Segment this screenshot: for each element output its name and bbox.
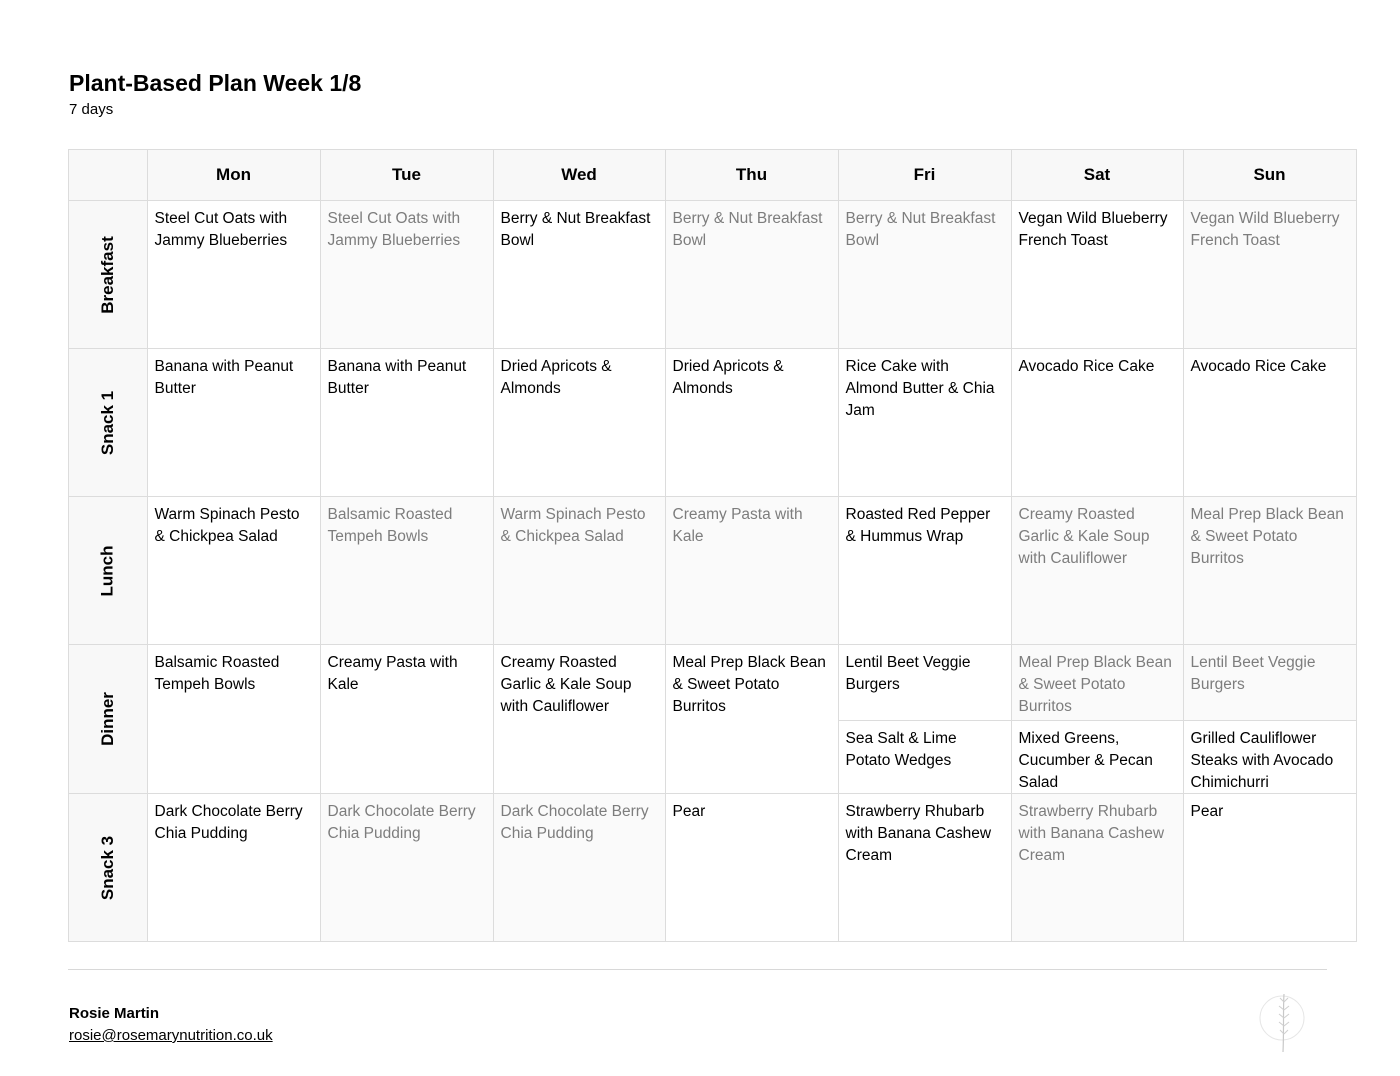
meal-cell — [320, 349, 493, 497]
meal-cell — [838, 645, 1011, 794]
meal-item: Strawberry Rhubarb with Banana Cashew Cream — [1018, 803, 1165, 864]
meal-cell — [493, 201, 665, 349]
meal-cell — [493, 497, 665, 645]
meal-cell — [1183, 349, 1356, 497]
meal-cell — [1011, 201, 1183, 349]
meal-row — [69, 794, 1357, 942]
meal-item-group — [1012, 645, 1183, 793]
meal-cell — [838, 201, 1011, 349]
meal-row-label — [69, 349, 148, 497]
corner-cell — [69, 150, 148, 201]
meal-item: Dried Apricots & Almonds — [672, 358, 784, 397]
meal-item: Vegan Wild Blueberry French Toast — [1190, 210, 1340, 249]
meal-cell — [320, 645, 493, 794]
meal-cell — [1011, 497, 1183, 645]
rosemary-sprig-icon — [1256, 990, 1312, 1054]
day-header: Sat — [1011, 150, 1183, 201]
meal-item: Mixed Greens, Cucumber & Pecan Salad — [1012, 720, 1183, 793]
meal-cell — [665, 794, 838, 942]
meal-item: Grilled Cauliflower Steaks with Avocado Chimichurri — [1184, 720, 1356, 793]
meal-item: Sea Salt & Lime Potato Wedges — [839, 720, 1011, 793]
day-header-row — [69, 150, 1357, 201]
meal-label-text: Lunch — [97, 545, 117, 596]
meal-cell — [320, 201, 493, 349]
meal-item: Balsamic Roasted Tempeh Bowls — [154, 654, 280, 693]
meal-cell — [1183, 497, 1356, 645]
day-header: Thu — [665, 150, 838, 201]
meal-item-group — [1184, 645, 1356, 793]
meal-label-text: Snack 3 — [97, 835, 117, 900]
author-name: Rosie Martin — [69, 1005, 160, 1022]
meal-cell — [493, 645, 665, 794]
meal-item: Balsamic Roasted Tempeh Bowls — [327, 506, 453, 545]
meal-cell — [1011, 645, 1183, 794]
meal-row-label — [69, 645, 148, 794]
meal-item: Rice Cake with Almond Butter & Chia Jam — [845, 358, 995, 419]
meal-row — [69, 349, 1357, 497]
meal-item: Meal Prep Black Bean & Sweet Potato Burritos — [1012, 645, 1183, 720]
meal-cell — [665, 201, 838, 349]
meal-item: Banana with Peanut Butter — [154, 358, 294, 397]
meal-label-text: Breakfast — [97, 235, 117, 314]
meal-cell — [1011, 349, 1183, 497]
meal-item: Dark Chocolate Berry Chia Pudding — [327, 803, 476, 842]
meal-cell — [147, 794, 320, 942]
meal-row-label — [69, 794, 148, 942]
meal-item: Berry & Nut Breakfast Bowl — [845, 210, 996, 249]
meal-cell — [493, 794, 665, 942]
meal-cell — [147, 349, 320, 497]
meal-row — [69, 497, 1357, 645]
meal-item-group — [839, 645, 1011, 793]
meal-cell — [838, 349, 1011, 497]
meal-cell — [1183, 645, 1356, 794]
meal-item: Berry & Nut Breakfast Bowl — [500, 210, 651, 249]
meal-cell — [1011, 794, 1183, 942]
meal-item: Creamy Pasta with Kale — [672, 506, 803, 545]
meal-cell — [147, 645, 320, 794]
meal-cell — [838, 497, 1011, 645]
meal-item: Dried Apricots & Almonds — [500, 358, 612, 397]
meal-item: Avocado Rice Cake — [1018, 358, 1155, 375]
meal-cell — [665, 349, 838, 497]
meal-item: Creamy Roasted Garlic & Kale Soup with Cauliflower — [1018, 506, 1150, 567]
meal-row-label — [69, 497, 148, 645]
meal-item: Roasted Red Pepper & Hummus Wrap — [845, 506, 991, 545]
meal-cell — [147, 201, 320, 349]
meal-item: Creamy Pasta with Kale — [327, 654, 458, 693]
meal-item: Vegan Wild Blueberry French Toast — [1018, 210, 1168, 249]
meal-item: Lentil Beet Veggie Burgers — [1184, 645, 1356, 720]
footer-divider — [68, 969, 1327, 970]
meal-item: Dark Chocolate Berry Chia Pudding — [500, 803, 649, 842]
meal-cell — [665, 645, 838, 794]
meal-item: Lentil Beet Veggie Burgers — [839, 645, 1011, 720]
meal-item: Pear — [1190, 803, 1224, 820]
meal-cell — [493, 349, 665, 497]
meal-cell — [147, 497, 320, 645]
day-header: Sun — [1183, 150, 1356, 201]
meal-item: Meal Prep Black Bean & Sweet Potato Burritos — [672, 654, 826, 715]
meal-cell — [665, 497, 838, 645]
meal-item: Creamy Roasted Garlic & Kale Soup with Cauliflower — [500, 654, 632, 715]
meal-item: Berry & Nut Breakfast Bowl — [672, 210, 823, 249]
meal-label-text: Dinner — [97, 692, 117, 746]
meal-item: Banana with Peanut Butter — [327, 358, 467, 397]
day-header: Mon — [147, 150, 320, 201]
meal-plan-table — [68, 149, 1357, 942]
meal-item: Dark Chocolate Berry Chia Pudding — [154, 803, 303, 842]
meal-cell — [1183, 201, 1356, 349]
meal-row — [69, 201, 1357, 349]
day-header: Tue — [320, 150, 493, 201]
meal-item: Meal Prep Black Bean & Sweet Potato Burritos — [1190, 506, 1344, 567]
meal-item: Steel Cut Oats with Jammy Blueberries — [327, 210, 461, 249]
author-email-link[interactable]: rosie@rosemarynutrition.co.uk — [69, 1027, 273, 1044]
page-title: Plant-Based Plan Week 1/8 — [69, 70, 362, 96]
meal-item: Warm Spinach Pesto & Chickpea Salad — [154, 506, 300, 545]
meal-item: Warm Spinach Pesto & Chickpea Salad — [500, 506, 646, 545]
page-subtitle: 7 days — [69, 101, 114, 118]
meal-cell — [838, 794, 1011, 942]
meal-cell — [320, 794, 493, 942]
meal-item: Avocado Rice Cake — [1190, 358, 1327, 375]
day-header: Fri — [838, 150, 1011, 201]
meal-item: Strawberry Rhubarb with Banana Cashew Cream — [845, 803, 992, 864]
day-header: Wed — [493, 150, 665, 201]
meal-row-label — [69, 201, 148, 349]
meal-cell — [320, 497, 493, 645]
meal-item: Steel Cut Oats with Jammy Blueberries — [154, 210, 288, 249]
meal-row — [69, 645, 1357, 794]
meal-label-text: Snack 1 — [97, 390, 117, 455]
meal-cell — [1183, 794, 1356, 942]
meal-item: Pear — [672, 803, 706, 820]
